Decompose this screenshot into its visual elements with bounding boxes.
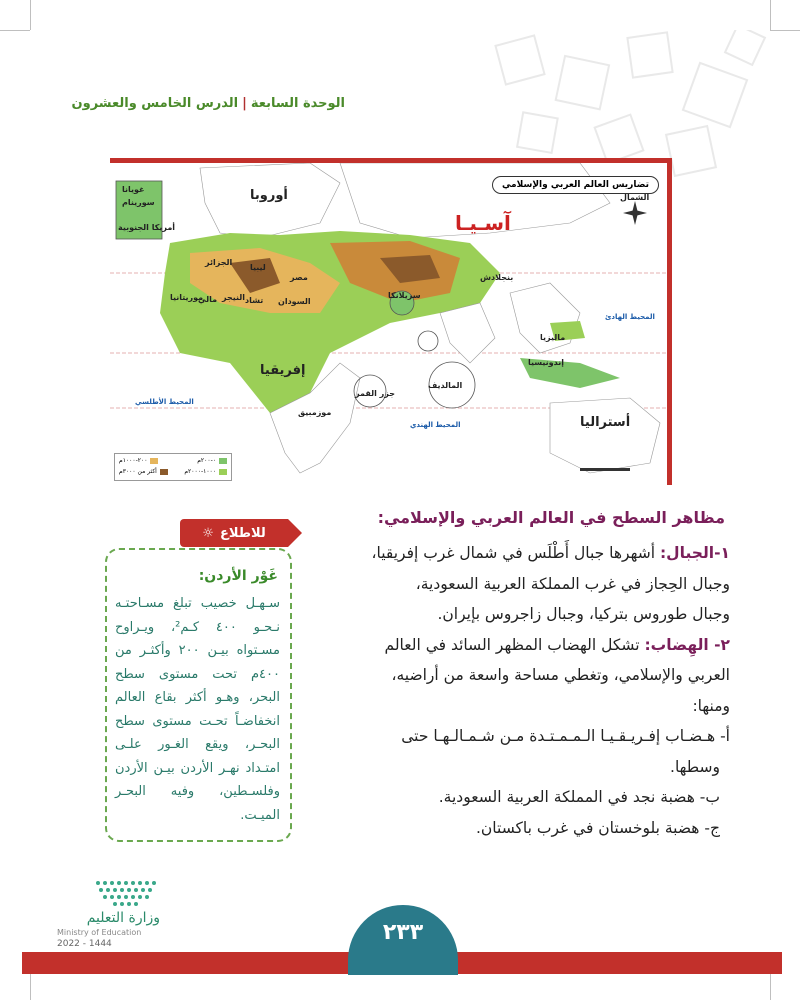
label-libya: ليبيا [250,263,266,272]
lesson-label: الدرس الخامس والعشرون [71,96,239,111]
unit-label: الوحدة السابعة [250,96,345,111]
lightbulb-icon: ☼ [202,525,214,541]
label-north: الشمال [620,193,650,202]
text-line: العربي والإسلامي، وتغطي مساحة واسعة من أراضيه، [391,666,730,684]
label-south-america: أمريكا الجنوبية [118,223,176,232]
label-mozambique: موزمبيق [298,408,332,417]
map-graphic [110,163,667,485]
legend-item: أكثر من ٣٠٠٠م [119,468,157,475]
map-legend [114,453,232,481]
label-australia: أستراليا [580,415,631,430]
text-line: أشهرها جبال أَطْلَس في شمال غرب إفريقيا، [371,544,660,562]
text-line: تشكل الهضاب المظهر السائد في العالم [384,635,645,654]
legend-item: ١٠٠٠-٢٠٠٠م [184,468,216,475]
legend-item: ٠-٢٠٠م [197,457,216,464]
crop-mark [30,970,31,1000]
legend-swatch [219,469,227,475]
text-line: ومنها: [692,696,730,715]
label-indonesia: إندونيسيا [528,358,565,367]
info-tab-label: للاطلاع [219,525,266,541]
label-mauritania: موريتانيا [170,293,204,302]
crop-mark [770,0,771,30]
ministry-dots-icon [93,878,163,908]
crop-mark [770,30,800,31]
label-europe: أوروبا [250,188,288,203]
info-tab [180,519,288,547]
label-malaysia: ماليزيا [540,333,566,342]
term-mountains: ١-الجبال: [659,544,730,562]
label-maldives: المالديف [428,381,463,390]
label-chad: تشاد [245,296,264,305]
info-box [105,548,292,842]
legend-swatch [150,458,158,464]
label-mali: مالي [198,295,218,304]
text-line: وسطها. [670,757,720,776]
map-title: تضاريس العالم العربي والإسلامي [492,176,659,194]
legend-item: ٢٠٠-١٠٠٠م [119,457,148,464]
list-item: أ- هـضـاب إفـريـقـيـا الـمـمـتـدة مـن شـمـالـهـا حتى [401,727,730,745]
label-suriname: سورينام [122,198,155,207]
section-heading: مظاهر السطح في العالم العربي والإسلامي: [377,508,725,527]
label-africa: إفريقيا [260,363,306,378]
edition-year: 2022 - 1444 [57,939,112,949]
label-bangladesh: بنجلادش [480,273,514,282]
crop-mark [770,970,771,1000]
label-niger: النيجر [222,293,246,302]
label-guiana: غويانا [122,185,145,194]
legend-swatch [219,458,227,464]
ministry-logo [55,878,185,952]
label-comoros: جزر القمر [355,389,395,398]
legend-swatch [160,469,168,475]
ministry-name-ar: وزارة التعليم [86,910,160,926]
running-header [72,96,345,111]
page-number: ٢٣٣ [382,920,424,945]
body-text [310,538,730,843]
header-separator: | [242,96,247,111]
label-atlantic: المحيط الأطلسي [135,398,194,406]
label-sri-lanka: سريلانكا [388,291,421,300]
ministry-name-en: Ministry of Education [57,928,142,937]
crop-mark [0,30,30,31]
label-indian: المحيط الهندي [410,421,461,429]
list-item: ج- هضبة بلوخستان في غرب باكستان. [475,818,720,837]
info-heading: غَوْر الأردن: [198,568,278,584]
label-algeria: الجزائر [205,258,233,267]
label-asia: آسـيـا [455,211,511,235]
label-pacific: المحيط الهادئ [605,313,655,321]
info-text: سـهـل خصيب تبلغ مسـاحتـه نـحـو ٤٠٠ كـم²، ويـراوح مسـتواه بيـن ٢٠٠ وأكثـر من ٤٠٠م تحت مستوى سطح البحر، وهـو أكثر بقاع العالم انخفاضـاً تحـت مستوى سطح البحـر، ويقع الغـور علـى امتـداد نهـر الأردن بيـن الأردن وفلسـطين، وفيه البحـر الميـت. [115,596,280,823]
text-line: وجبال طوروس بتركيا، وجبال زاجروس بإيران. [437,605,730,623]
list-item: ب- هضبة نجد في المملكة العربية السعودية. [438,788,720,806]
text-line: وجبال الحِجاز في غرب المملكة العربية السعودية، [415,574,730,593]
crop-mark [30,0,31,30]
relief-map [110,158,672,485]
label-sudan: السودان [278,297,311,306]
label-egypt: مصر [290,273,308,282]
term-plateaus: ٢- الهِضاب: [644,635,730,654]
